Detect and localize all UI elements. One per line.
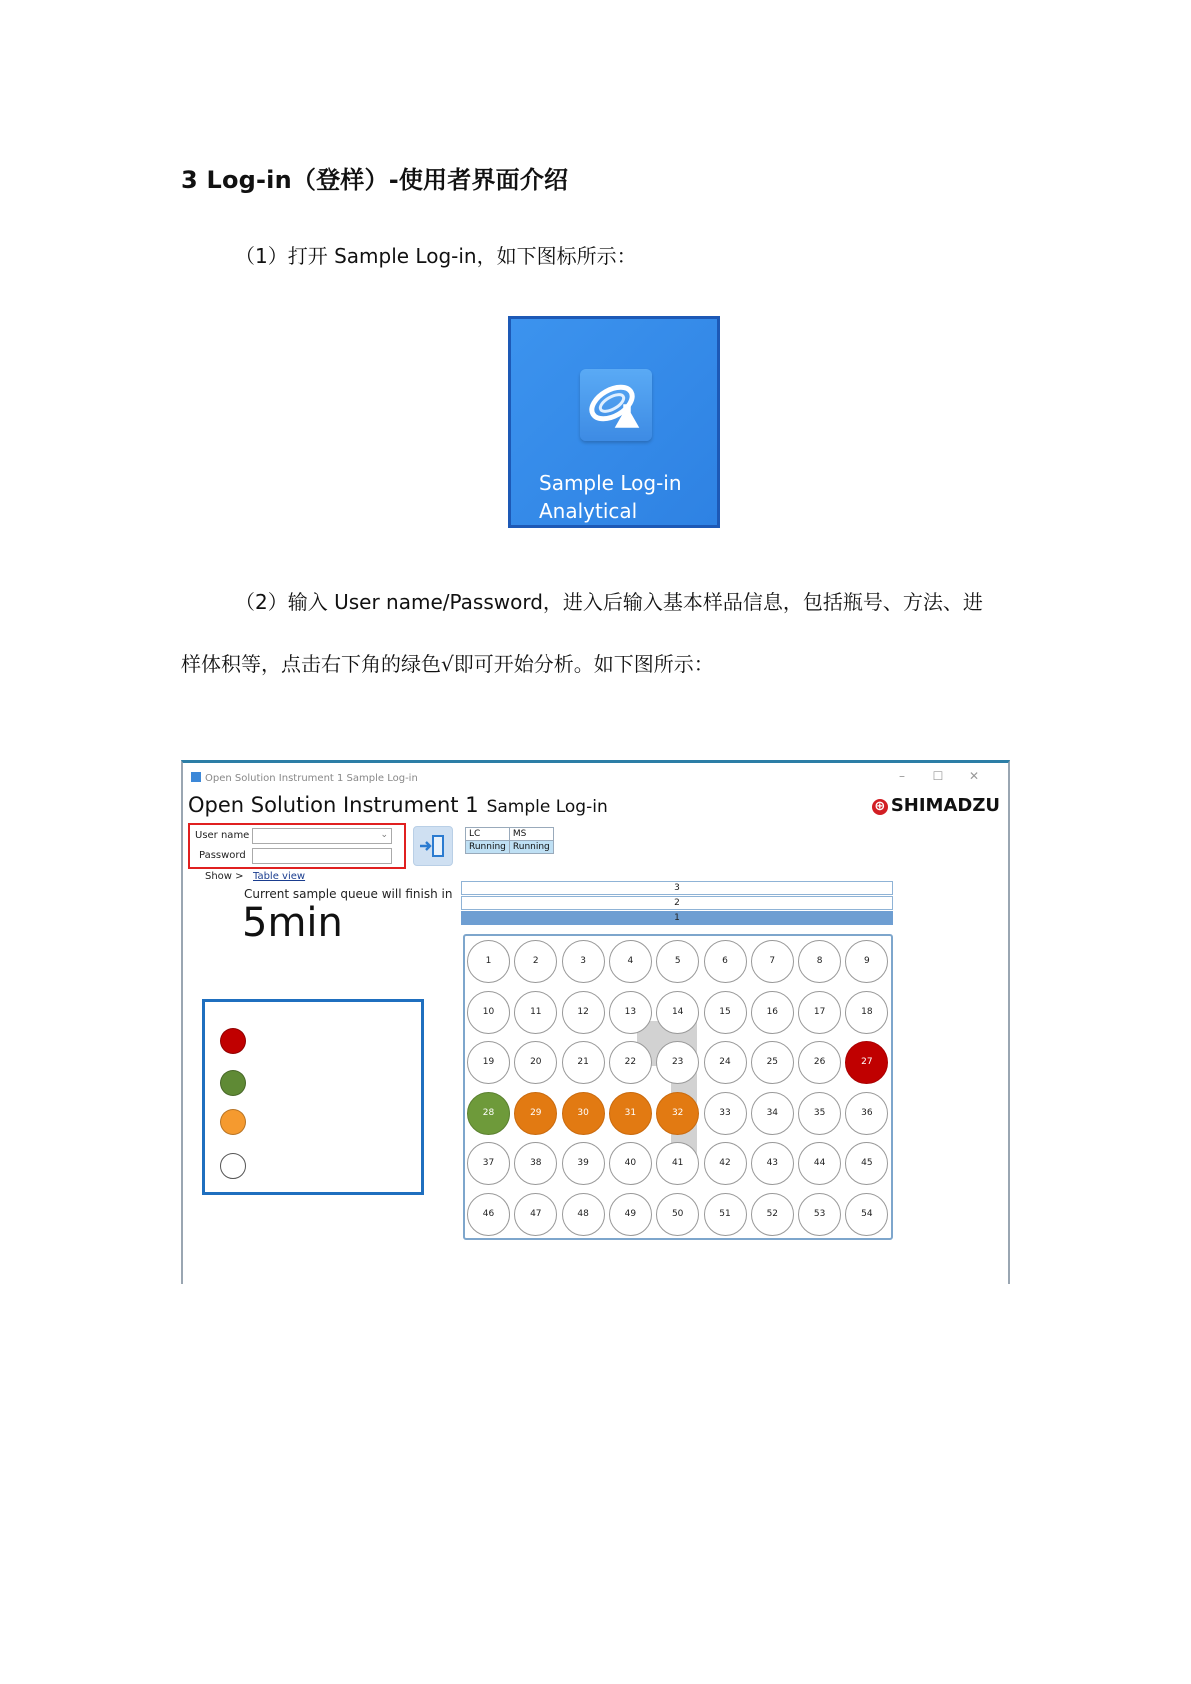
vial-29[interactable]: 29 — [514, 1092, 557, 1135]
minimize-icon[interactable]: – — [899, 769, 905, 783]
login-button[interactable] — [413, 826, 453, 866]
vial-36[interactable]: 36 — [845, 1092, 888, 1135]
vial-44[interactable]: 44 — [798, 1142, 841, 1185]
vial-5[interactable]: 5 — [656, 940, 699, 983]
vial-30[interactable]: 30 — [562, 1092, 605, 1135]
vial-14[interactable]: 14 — [656, 991, 699, 1034]
vial-17[interactable]: 17 — [798, 991, 841, 1034]
vial-52[interactable]: 52 — [751, 1193, 794, 1236]
vial-39[interactable]: 39 — [562, 1142, 605, 1185]
vial-10[interactable]: 10 — [467, 991, 510, 1034]
app-name-text: Open Solution Instrument 1 — [188, 793, 479, 817]
paragraph-2-line-1: （2）输入 User name/Password，进入后输入基本样品信息，包括瓶号、方法、进 — [235, 590, 983, 614]
username-label: User name — [195, 830, 250, 841]
brand-text: SHIMADZU — [890, 795, 1000, 816]
vial-35[interactable]: 35 — [798, 1092, 841, 1135]
vial-53[interactable]: 53 — [798, 1193, 841, 1236]
finish-time-value: 5min — [242, 900, 343, 946]
shimadzu-mark-icon: ⊕ — [872, 799, 888, 815]
password-field[interactable] — [252, 848, 392, 864]
vial-19[interactable]: 19 — [467, 1041, 510, 1084]
vial-6[interactable]: 6 — [704, 940, 747, 983]
instrument-status-table — [465, 827, 554, 854]
status-legend — [202, 999, 424, 1195]
vial-37[interactable]: 37 — [467, 1142, 510, 1185]
legend-dot-orange — [220, 1109, 246, 1135]
vial-40[interactable]: 40 — [609, 1142, 652, 1185]
window-title — [191, 772, 418, 784]
queue-item[interactable]: 2 — [461, 896, 893, 910]
status-header-ms: MS — [509, 828, 553, 841]
vial-23[interactable]: 23 — [656, 1041, 699, 1084]
status-value-lc: Running — [466, 841, 510, 854]
vial-43[interactable]: 43 — [751, 1142, 794, 1185]
vial-3[interactable]: 3 — [562, 940, 605, 983]
vial-38[interactable]: 38 — [514, 1142, 557, 1185]
vial-34[interactable]: 34 — [751, 1092, 794, 1135]
chevron-down-icon[interactable]: ⌄ — [380, 830, 388, 840]
login-form — [188, 823, 406, 869]
legend-dot-green — [220, 1070, 246, 1096]
vial-32[interactable]: 32 — [656, 1092, 699, 1135]
vial-49[interactable]: 49 — [609, 1193, 652, 1236]
vial-31[interactable]: 31 — [609, 1092, 652, 1135]
finish-label: Current sample queue will finish in — [244, 887, 453, 901]
vial-47[interactable]: 47 — [514, 1193, 557, 1236]
vial-28[interactable]: 28 — [467, 1092, 510, 1135]
legend-dot-red — [220, 1028, 246, 1054]
vial-11[interactable]: 11 — [514, 991, 557, 1034]
vial-41[interactable]: 41 — [656, 1142, 699, 1185]
close-icon[interactable]: ✕ — [968, 769, 980, 783]
flask-orbit-icon — [580, 369, 652, 441]
vial-20[interactable]: 20 — [514, 1041, 557, 1084]
app-name — [188, 793, 608, 817]
vial-8[interactable]: 8 — [798, 940, 841, 983]
vial-21[interactable]: 21 — [562, 1041, 605, 1084]
window-title-text: Open Solution Instrument 1 Sample Log-in — [205, 773, 418, 784]
queue-item[interactable]: 3 — [461, 881, 893, 895]
vial-26[interactable]: 26 — [798, 1041, 841, 1084]
vial-33[interactable]: 33 — [704, 1092, 747, 1135]
app-icon — [191, 772, 201, 782]
vial-18[interactable]: 18 — [845, 991, 888, 1034]
vial-1[interactable]: 1 — [467, 940, 510, 983]
vial-2[interactable]: 2 — [514, 940, 557, 983]
vial-7[interactable]: 7 — [751, 940, 794, 983]
vial-51[interactable]: 51 — [704, 1193, 747, 1236]
vial-50[interactable]: 50 — [656, 1193, 699, 1236]
brand-logo — [872, 795, 1000, 816]
window-controls — [884, 769, 992, 783]
legend-dot-empty — [220, 1153, 246, 1179]
password-label: Password — [199, 850, 246, 861]
table-view-link[interactable]: Table view — [253, 871, 306, 882]
show-label: Show > — [205, 871, 244, 882]
vial-tray — [463, 934, 893, 1240]
queue-item-active[interactable]: 1 — [461, 911, 893, 925]
vial-12[interactable]: 12 — [562, 991, 605, 1034]
tile-label-line2: Analytical — [539, 499, 638, 523]
app-sub-title: Sample Log-in — [486, 797, 608, 817]
paragraph-2-line-2: 样体积等，点击右下角的绿色√即可开始分析。如下图所示： — [181, 652, 714, 676]
sample-login-app-tile[interactable] — [508, 316, 720, 528]
vial-45[interactable]: 45 — [845, 1142, 888, 1185]
paragraph-1: （1）打开 Sample Log-in，如下图标所示： — [235, 244, 637, 268]
vial-42[interactable]: 42 — [704, 1142, 747, 1185]
sample-login-screenshot — [181, 760, 1010, 1284]
vial-4[interactable]: 4 — [609, 940, 652, 983]
vial-16[interactable]: 16 — [751, 991, 794, 1034]
vial-46[interactable]: 46 — [467, 1193, 510, 1236]
vial-25[interactable]: 25 — [751, 1041, 794, 1084]
status-header-lc: LC — [466, 828, 510, 841]
vial-24[interactable]: 24 — [704, 1041, 747, 1084]
maximize-icon[interactable]: ☐ — [932, 769, 944, 783]
vial-13[interactable]: 13 — [609, 991, 652, 1034]
door-enter-icon — [414, 827, 452, 865]
vial-54[interactable]: 54 — [845, 1193, 888, 1236]
vial-15[interactable]: 15 — [704, 991, 747, 1034]
status-value-ms: Running — [509, 841, 553, 854]
vial-27[interactable]: 27 — [845, 1041, 888, 1084]
section-heading: 3 Log-in（登样）-使用者界面介绍 — [181, 166, 569, 194]
vial-22[interactable]: 22 — [609, 1041, 652, 1084]
vial-9[interactable]: 9 — [845, 940, 888, 983]
username-field[interactable] — [252, 828, 392, 844]
tile-label-line1: Sample Log-in — [539, 471, 682, 495]
vial-48[interactable]: 48 — [562, 1193, 605, 1236]
